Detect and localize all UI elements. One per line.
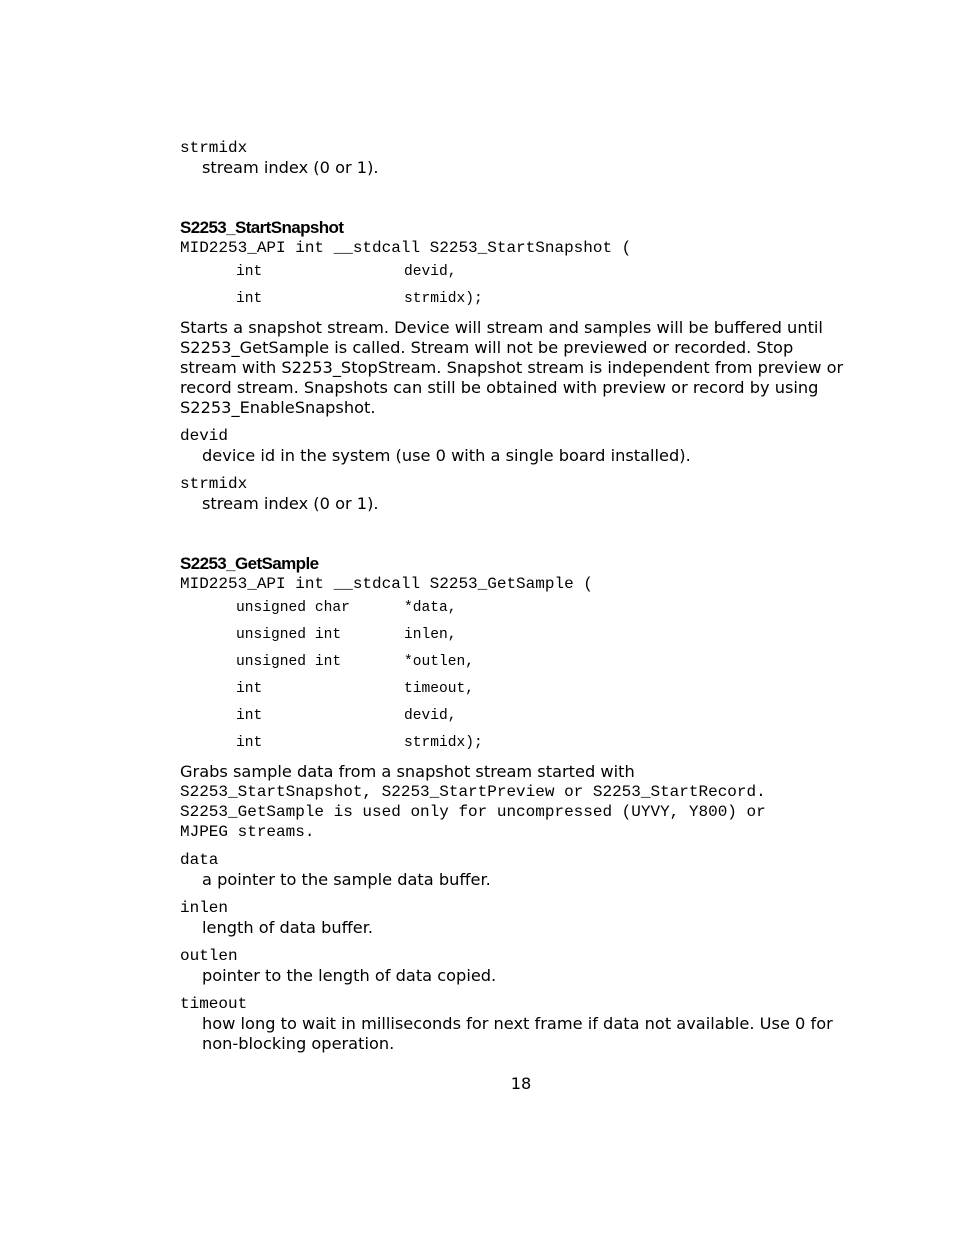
argument-type: unsigned int: [236, 626, 342, 643]
section-get-sample: [180, 554, 845, 1054]
section-title: S2253_GetSample: [180, 554, 319, 573]
param-strmidx-top: [180, 138, 845, 178]
param-name: data: [180, 851, 219, 869]
argument-row: [180, 621, 845, 648]
argument-type: int: [236, 734, 263, 751]
argument-name: strmidx);: [404, 290, 483, 307]
param-description: how long to wait in milliseconds for next frame if data not available. Use 0 for non-blocking operation.: [202, 1014, 833, 1053]
argument-list: [180, 258, 845, 312]
function-signature: MID2253_API int __stdcall S2253_StartSnapshot (: [180, 239, 632, 257]
argument-type: int: [236, 290, 263, 307]
param-inlen: [180, 898, 845, 938]
param-name: strmidx: [180, 139, 248, 157]
param-devid: [180, 426, 845, 466]
argument-type: unsigned int: [236, 653, 342, 670]
argument-row: [180, 258, 845, 285]
argument-name: devid,: [404, 263, 457, 280]
argument-name: inlen,: [404, 626, 457, 643]
page-number: 18: [510, 1074, 532, 1093]
argument-name: timeout,: [404, 680, 475, 697]
description-text: Grabs sample data from a snapshot stream started with: [180, 762, 635, 781]
argument-row: [180, 729, 845, 756]
argument-row: [180, 594, 845, 621]
section-start-snapshot: [180, 218, 845, 514]
param-strmidx: [180, 474, 845, 514]
description-code: S2253_GetSample is used only for uncompressed (UYVY, Y800) or: [180, 803, 766, 821]
argument-type: int: [236, 680, 263, 697]
argument-type: int: [236, 707, 263, 724]
param-data: [180, 850, 845, 890]
param-timeout: [180, 994, 845, 1054]
function-description: Starts a snapshot stream. Device will stream and samples will be buffered until S2253_GetSample is called. Stream will not be previewed or recorded. Stop stream with S2253_StopStream. Snapshot stream is independent from preview or record stream. Snapshots can still be obtained with preview or record by using S2253_EnableSnapshot.: [180, 318, 844, 417]
param-name: inlen: [180, 899, 229, 917]
argument-name: strmidx);: [404, 734, 483, 751]
param-description: stream index (0 or 1).: [202, 494, 379, 513]
param-name: strmidx: [180, 475, 248, 493]
param-description: a pointer to the sample data buffer.: [202, 870, 491, 889]
argument-row: [180, 675, 845, 702]
argument-row: [180, 702, 845, 729]
argument-row: [180, 648, 845, 675]
argument-name: devid,: [404, 707, 457, 724]
param-outlen: [180, 946, 845, 986]
param-name: outlen: [180, 947, 238, 965]
argument-name: *outlen,: [404, 653, 475, 670]
param-name: timeout: [180, 995, 248, 1013]
argument-name: *data,: [404, 599, 457, 616]
document-page: [180, 138, 845, 1054]
argument-list: [180, 594, 845, 756]
argument-type: unsigned char: [236, 599, 350, 616]
argument-row: [180, 285, 845, 312]
description-code: MJPEG streams.: [180, 823, 315, 841]
section-title: S2253_StartSnapshot: [180, 218, 344, 237]
function-signature: MID2253_API int __stdcall S2253_GetSample (: [180, 575, 593, 593]
param-name: devid: [180, 427, 229, 445]
param-description: pointer to the length of data copied.: [202, 966, 497, 985]
param-description: stream index (0 or 1).: [202, 158, 379, 177]
argument-type: int: [236, 263, 263, 280]
description-code: S2253_StartSnapshot, S2253_StartPreview or S2253_StartRecord.: [180, 783, 766, 801]
param-description: device id in the system (use 0 with a single board installed).: [202, 446, 691, 465]
function-description: [180, 762, 845, 842]
param-description: length of data buffer.: [202, 918, 374, 937]
